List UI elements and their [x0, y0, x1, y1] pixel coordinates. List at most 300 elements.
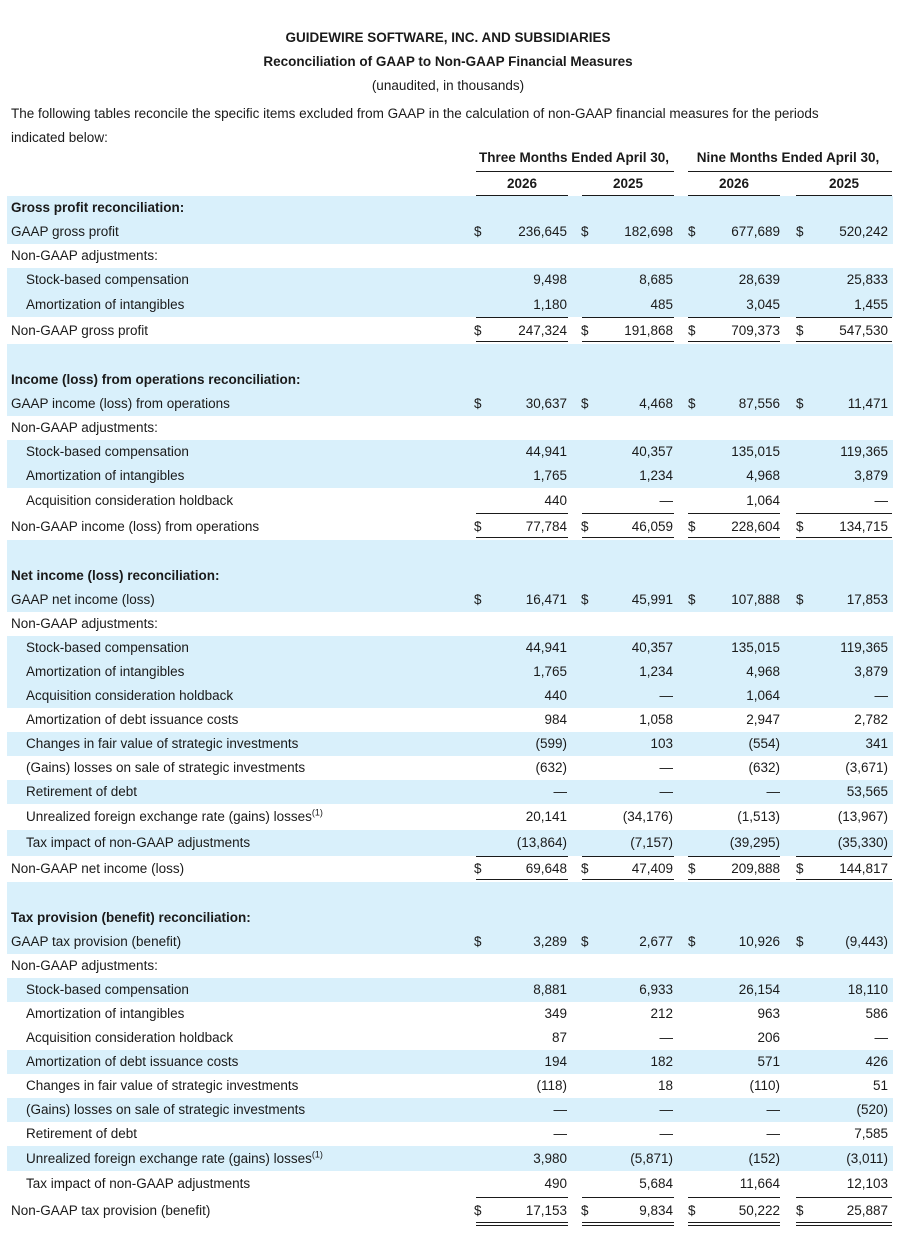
value-cell: 144,817	[839, 861, 888, 876]
value-cell: 46,059	[631, 519, 673, 534]
value-cell: 182	[650, 1054, 673, 1069]
value-cell: 984	[544, 712, 567, 727]
report-title: GUIDEWIRE SOFTWARE, INC. AND SUBSIDIARIES	[285, 30, 611, 45]
subtotal-rule	[476, 317, 568, 318]
subtotal-rule	[688, 856, 780, 857]
row-label-text: GAAP gross profit	[11, 224, 119, 239]
value-cell: 247,324	[518, 323, 567, 338]
value-cell: —	[766, 1126, 780, 1141]
row-label-text: GAAP net income (loss)	[11, 592, 155, 607]
currency-symbol: $	[688, 323, 696, 338]
row-label	[11, 392, 230, 416]
table-row	[7, 392, 893, 416]
column-group-nine-months: Nine Months Ended April 30,	[696, 150, 880, 165]
table-row	[7, 220, 893, 244]
total-double-rule	[476, 1225, 568, 1226]
row-label-text: Non-GAAP adjustments:	[11, 616, 158, 631]
total-double-rule	[582, 1222, 674, 1223]
table-row	[7, 756, 893, 780]
value-cell: 50,222	[738, 1203, 780, 1218]
value-cell: (118)	[536, 1078, 567, 1093]
row-label-text: Non-GAAP adjustments:	[11, 958, 158, 973]
value-cell: 103	[650, 736, 673, 751]
value-cell: 16,471	[525, 592, 567, 607]
row-label-text: Non-GAAP tax provision (benefit)	[11, 1203, 211, 1218]
row-label	[11, 196, 184, 220]
total-double-rule	[688, 341, 780, 342]
subtotal-rule	[796, 513, 892, 514]
currency-symbol: $	[474, 323, 482, 338]
value-cell: 134,715	[839, 519, 888, 534]
value-cell: (632)	[535, 760, 567, 775]
table-row	[7, 464, 893, 488]
row-label-text: Acquisition consideration holdback	[26, 493, 234, 508]
subtotal-rule	[582, 856, 674, 857]
row-label	[11, 906, 251, 930]
value-cell: 40,357	[631, 640, 673, 655]
value-cell: —	[553, 1102, 567, 1117]
currency-symbol: $	[474, 519, 482, 534]
value-cell: —	[659, 760, 673, 775]
value-cell: 547,530	[839, 323, 888, 338]
value-cell: (13,864)	[516, 835, 567, 850]
value-cell: 1,234	[639, 664, 673, 679]
currency-symbol: $	[474, 934, 482, 949]
value-cell: 1,058	[639, 712, 673, 727]
subtotal-rule	[796, 856, 892, 857]
value-cell: 119,365	[840, 640, 888, 655]
currency-symbol: $	[581, 1203, 589, 1218]
value-cell: 586	[865, 1006, 888, 1021]
column-group-three-months: Three Months Ended April 30,	[478, 150, 670, 165]
value-cell: 3,289	[533, 934, 567, 949]
row-label	[26, 636, 189, 660]
value-cell: —	[659, 688, 673, 703]
row-label	[26, 440, 189, 464]
value-cell: 341	[865, 736, 888, 751]
row-label	[26, 660, 184, 684]
row-label-text: Non-GAAP gross profit	[11, 323, 149, 338]
spacer-row	[7, 882, 893, 906]
row-label-text: Non-GAAP income (loss) from operations	[11, 519, 260, 534]
value-cell: 5,684	[639, 1176, 673, 1191]
value-cell: 20,141	[525, 809, 567, 824]
row-label-text: Stock-based compensation	[26, 982, 189, 997]
section-header-row	[7, 906, 893, 930]
value-cell: 69,648	[525, 861, 567, 876]
row-label-text: Changes in fair value of strategic investments	[26, 736, 299, 751]
row-label	[26, 1074, 298, 1098]
value-cell: 3,980	[533, 1151, 567, 1166]
currency-symbol: $	[796, 1203, 804, 1218]
total-double-rule	[476, 1222, 568, 1223]
currency-symbol: $	[581, 323, 589, 338]
value-cell: 135,015	[731, 640, 780, 655]
row-label-text: Gross profit reconciliation:	[11, 200, 185, 215]
row-label	[11, 416, 158, 440]
section-header-row	[7, 564, 893, 588]
table-row	[7, 612, 893, 636]
value-cell: (13,967)	[837, 809, 888, 824]
currency-symbol: $	[581, 396, 589, 411]
value-cell: 677,689	[731, 224, 780, 239]
value-cell: 40,357	[631, 444, 673, 459]
row-label	[11, 930, 181, 954]
row-label-text: Tax impact of non-GAAP adjustments	[26, 1176, 251, 1191]
row-label	[26, 804, 323, 830]
value-cell: (7,157)	[630, 835, 673, 850]
currency-symbol: $	[581, 519, 589, 534]
value-cell: 520,242	[839, 224, 888, 239]
row-label	[26, 756, 305, 780]
table-row	[7, 1074, 893, 1098]
value-cell: 1,765	[533, 468, 567, 483]
value-cell: —	[874, 1030, 888, 1045]
value-cell: 1,455	[854, 297, 888, 312]
value-cell: 349	[544, 1006, 567, 1021]
subtotal-rule	[476, 513, 568, 514]
header-underline-group2	[688, 171, 892, 172]
value-cell: 47,409	[631, 861, 673, 876]
section-header-row	[7, 368, 893, 392]
table-row	[7, 732, 893, 756]
value-cell: 709,373	[731, 323, 780, 338]
value-cell: 18,110	[847, 982, 888, 997]
footnote-marker: (1)	[311, 1149, 323, 1160]
table-row	[7, 244, 893, 268]
total-double-rule	[796, 1222, 892, 1223]
value-cell: 1,064	[746, 493, 780, 508]
value-cell: 26,154	[738, 982, 780, 997]
value-cell: —	[766, 784, 780, 799]
value-cell: 3,045	[746, 297, 780, 312]
table-row	[7, 416, 893, 440]
currency-symbol: $	[688, 861, 696, 876]
row-label	[26, 830, 250, 856]
table-row	[7, 684, 893, 708]
value-cell: (5,871)	[630, 1151, 673, 1166]
row-label	[26, 268, 189, 292]
value-cell: 8,881	[533, 982, 567, 997]
value-cell: 77,784	[525, 519, 567, 534]
row-label	[26, 1050, 238, 1074]
row-label-text: Tax provision (benefit) reconciliation:	[11, 910, 251, 925]
value-cell: 236,645	[518, 224, 567, 239]
value-cell: 51	[872, 1078, 888, 1093]
row-label	[11, 513, 259, 540]
row-label	[26, 780, 137, 804]
total-double-rule	[796, 879, 892, 880]
value-cell: —	[553, 1126, 567, 1141]
value-cell: (520)	[856, 1102, 888, 1117]
value-cell: 1,234	[639, 468, 673, 483]
value-cell: 9,834	[639, 1203, 673, 1218]
currency-symbol: $	[474, 592, 482, 607]
row-label	[11, 588, 155, 612]
currency-symbol: $	[796, 224, 804, 239]
value-cell: 440	[544, 493, 567, 508]
row-label	[26, 1002, 184, 1026]
subtotal-rule	[582, 1197, 674, 1198]
currency-symbol: $	[688, 592, 696, 607]
table-row	[7, 1050, 893, 1074]
value-cell: 25,887	[846, 1203, 888, 1218]
subtotal-rule	[688, 513, 780, 514]
row-label-text: Non-GAAP adjustments:	[11, 248, 158, 263]
table-row	[7, 930, 893, 954]
row-label-text: Income (loss) from operations reconciliation:	[11, 372, 301, 387]
value-cell: (35,330)	[837, 835, 888, 850]
row-label-text: Non-GAAP adjustments:	[11, 420, 158, 435]
value-cell: 1,064	[746, 688, 780, 703]
value-cell: 194	[544, 1054, 567, 1069]
header-underline-group1	[476, 171, 674, 172]
row-label	[11, 612, 158, 636]
currency-symbol: $	[688, 519, 696, 534]
value-cell: 212	[650, 1006, 673, 1021]
currency-symbol: $	[688, 1203, 696, 1218]
column-year-2: 2025	[612, 176, 644, 191]
value-cell: 485	[650, 297, 673, 312]
total-double-rule	[582, 1225, 674, 1226]
value-cell: —	[553, 784, 567, 799]
total-double-rule	[688, 879, 780, 880]
value-cell: 490	[544, 1176, 567, 1191]
table-row	[7, 1026, 893, 1050]
currency-symbol: $	[796, 323, 804, 338]
row-label	[26, 1026, 233, 1050]
value-cell: 963	[757, 1006, 780, 1021]
table-row	[7, 1098, 893, 1122]
total-row	[7, 317, 893, 344]
value-cell: —	[874, 688, 888, 703]
spacer-row	[7, 540, 893, 564]
table-row	[7, 488, 893, 513]
value-cell: —	[659, 1102, 673, 1117]
row-label	[26, 732, 298, 756]
row-label	[11, 1197, 210, 1225]
total-double-rule	[688, 537, 780, 538]
value-cell: 3,879	[854, 468, 888, 483]
row-label-text: Unrealized foreign exchange rate (gains) losses	[26, 1151, 312, 1166]
subtotal-rule	[688, 317, 780, 318]
total-double-rule	[688, 1222, 780, 1223]
column-year-4: 2025	[828, 176, 860, 191]
table-row	[7, 588, 893, 612]
value-cell: 119,365	[840, 444, 888, 459]
value-cell: (34,176)	[622, 809, 673, 824]
value-cell: 182,698	[624, 224, 673, 239]
row-label	[11, 856, 184, 882]
section-header-row	[7, 196, 893, 220]
row-label	[26, 488, 233, 513]
table-row	[7, 1171, 893, 1197]
row-label	[26, 1146, 323, 1171]
value-cell: 440	[544, 688, 567, 703]
row-label-text: Net income (loss) reconciliation:	[11, 568, 220, 583]
value-cell: 135,015	[731, 444, 780, 459]
value-cell: (599)	[535, 736, 567, 751]
value-cell: (39,295)	[729, 835, 780, 850]
row-label-text: (Gains) losses on sale of strategic investments	[26, 760, 306, 775]
total-double-rule	[796, 341, 892, 342]
column-year-3: 2026	[718, 176, 750, 191]
value-cell: 25,833	[846, 272, 888, 287]
value-cell: 45,991	[631, 592, 673, 607]
value-cell: 87,556	[738, 396, 780, 411]
table-row	[7, 1122, 893, 1146]
value-cell: —	[766, 1102, 780, 1117]
currency-symbol: $	[474, 396, 482, 411]
row-label	[26, 464, 184, 488]
value-cell: —	[874, 493, 888, 508]
currency-symbol: $	[796, 861, 804, 876]
value-cell: 206	[757, 1030, 780, 1045]
row-label-text: Amortization of debt issuance costs	[26, 712, 239, 727]
row-label	[26, 978, 189, 1002]
value-cell: 228,604	[731, 519, 780, 534]
value-cell: 17,853	[846, 592, 888, 607]
value-cell: 1,180	[533, 297, 567, 312]
table-row	[7, 440, 893, 464]
value-cell: 4,968	[746, 664, 780, 679]
value-cell: 2,782	[854, 712, 888, 727]
value-cell: —	[659, 784, 673, 799]
value-cell: 11,471	[847, 396, 888, 411]
value-cell: 30,637	[525, 396, 567, 411]
row-label-text: Stock-based compensation	[26, 444, 189, 459]
value-cell: 2,677	[639, 934, 673, 949]
value-cell: 17,153	[525, 1203, 567, 1218]
value-cell: 426	[865, 1054, 888, 1069]
currency-symbol: $	[581, 592, 589, 607]
value-cell: 6,933	[639, 982, 673, 997]
row-label	[11, 368, 301, 392]
row-label	[26, 1122, 137, 1146]
row-label	[26, 292, 184, 317]
row-label-text: GAAP income (loss) from operations	[11, 396, 230, 411]
table-row	[7, 954, 893, 978]
subtotal-rule	[796, 317, 892, 318]
total-double-rule	[476, 537, 568, 538]
row-label	[11, 244, 158, 268]
value-cell: 107,888	[731, 592, 780, 607]
row-label-text: Amortization of intangibles	[26, 1006, 185, 1021]
total-double-rule	[476, 879, 568, 880]
value-cell: 7,585	[854, 1126, 888, 1141]
table-row	[7, 780, 893, 804]
table-row	[7, 830, 893, 856]
currency-symbol: $	[581, 861, 589, 876]
footnote-marker: (1)	[311, 807, 323, 818]
value-cell: 191,868	[624, 323, 673, 338]
row-label-text: Retirement of debt	[26, 784, 138, 799]
subtotal-rule	[582, 317, 674, 318]
currency-symbol: $	[474, 1203, 482, 1218]
value-cell: —	[659, 493, 673, 508]
value-cell: 18	[657, 1078, 673, 1093]
row-label	[26, 708, 238, 732]
value-cell: 209,888	[731, 861, 780, 876]
row-label-text: GAAP tax provision (benefit)	[11, 934, 182, 949]
value-cell: 3,879	[854, 664, 888, 679]
row-label-text: Changes in fair value of strategic investments	[26, 1078, 299, 1093]
total-double-rule	[582, 341, 674, 342]
table-row	[7, 268, 893, 292]
currency-symbol: $	[688, 396, 696, 411]
row-label-text: Acquisition consideration holdback	[26, 1030, 234, 1045]
subtotal-rule	[796, 1197, 892, 1198]
report-units-note: (unaudited, in thousands)	[371, 78, 525, 93]
currency-symbol: $	[688, 224, 696, 239]
row-label	[26, 684, 233, 708]
total-double-rule	[582, 879, 674, 880]
subtotal-rule	[476, 1197, 568, 1198]
value-cell: (554)	[748, 736, 780, 751]
row-label	[11, 954, 158, 978]
table-row	[7, 1002, 893, 1026]
currency-symbol: $	[796, 934, 804, 949]
table-row	[7, 660, 893, 684]
value-cell: 53,565	[846, 784, 888, 799]
total-double-rule	[476, 341, 568, 342]
currency-symbol: $	[581, 224, 589, 239]
spacer-row	[7, 344, 893, 368]
value-cell: 4,968	[746, 468, 780, 483]
intro-paragraph: The following tables reconcile the specific items excluded from GAAP in the calculation of non-GAAP financial measures for the periods indicated below:	[11, 106, 819, 145]
total-double-rule	[582, 537, 674, 538]
row-label	[11, 564, 220, 588]
value-cell: 1,765	[533, 664, 567, 679]
row-label-text: Unrealized foreign exchange rate (gains) losses	[26, 809, 312, 824]
table-row	[7, 978, 893, 1002]
currency-symbol: $	[474, 861, 482, 876]
value-cell: (9,443)	[845, 934, 888, 949]
row-label-text: Amortization of intangibles	[26, 468, 185, 483]
value-cell: (3,671)	[845, 760, 888, 775]
total-row	[7, 1197, 893, 1225]
value-cell: (152)	[748, 1151, 780, 1166]
subtotal-rule	[582, 513, 674, 514]
table-row	[7, 1146, 893, 1171]
table-row	[7, 708, 893, 732]
value-cell: 44,941	[525, 640, 567, 655]
report-subtitle: Reconciliation of GAAP to Non-GAAP Financial Measures	[263, 54, 633, 69]
value-cell: 11,664	[739, 1176, 780, 1191]
row-label-text: Amortization of debt issuance costs	[26, 1054, 239, 1069]
value-cell: 28,639	[738, 272, 780, 287]
table-row	[7, 636, 893, 660]
row-label	[11, 220, 119, 244]
subtotal-rule	[476, 856, 568, 857]
value-cell: (3,011)	[846, 1151, 888, 1166]
currency-symbol: $	[581, 934, 589, 949]
value-cell: 10,926	[738, 934, 780, 949]
column-year-1: 2026	[506, 176, 538, 191]
value-cell: 8,685	[639, 272, 673, 287]
total-double-rule	[796, 537, 892, 538]
value-cell: 2,947	[746, 712, 780, 727]
value-cell: 4,468	[639, 396, 673, 411]
total-double-rule	[796, 1225, 892, 1226]
value-cell: —	[659, 1126, 673, 1141]
value-cell: 9,498	[533, 272, 567, 287]
table-row	[7, 292, 893, 317]
row-label-text: Stock-based compensation	[26, 640, 189, 655]
table-row	[7, 804, 893, 830]
value-cell: —	[659, 1030, 673, 1045]
row-label-text: Stock-based compensation	[26, 272, 189, 287]
